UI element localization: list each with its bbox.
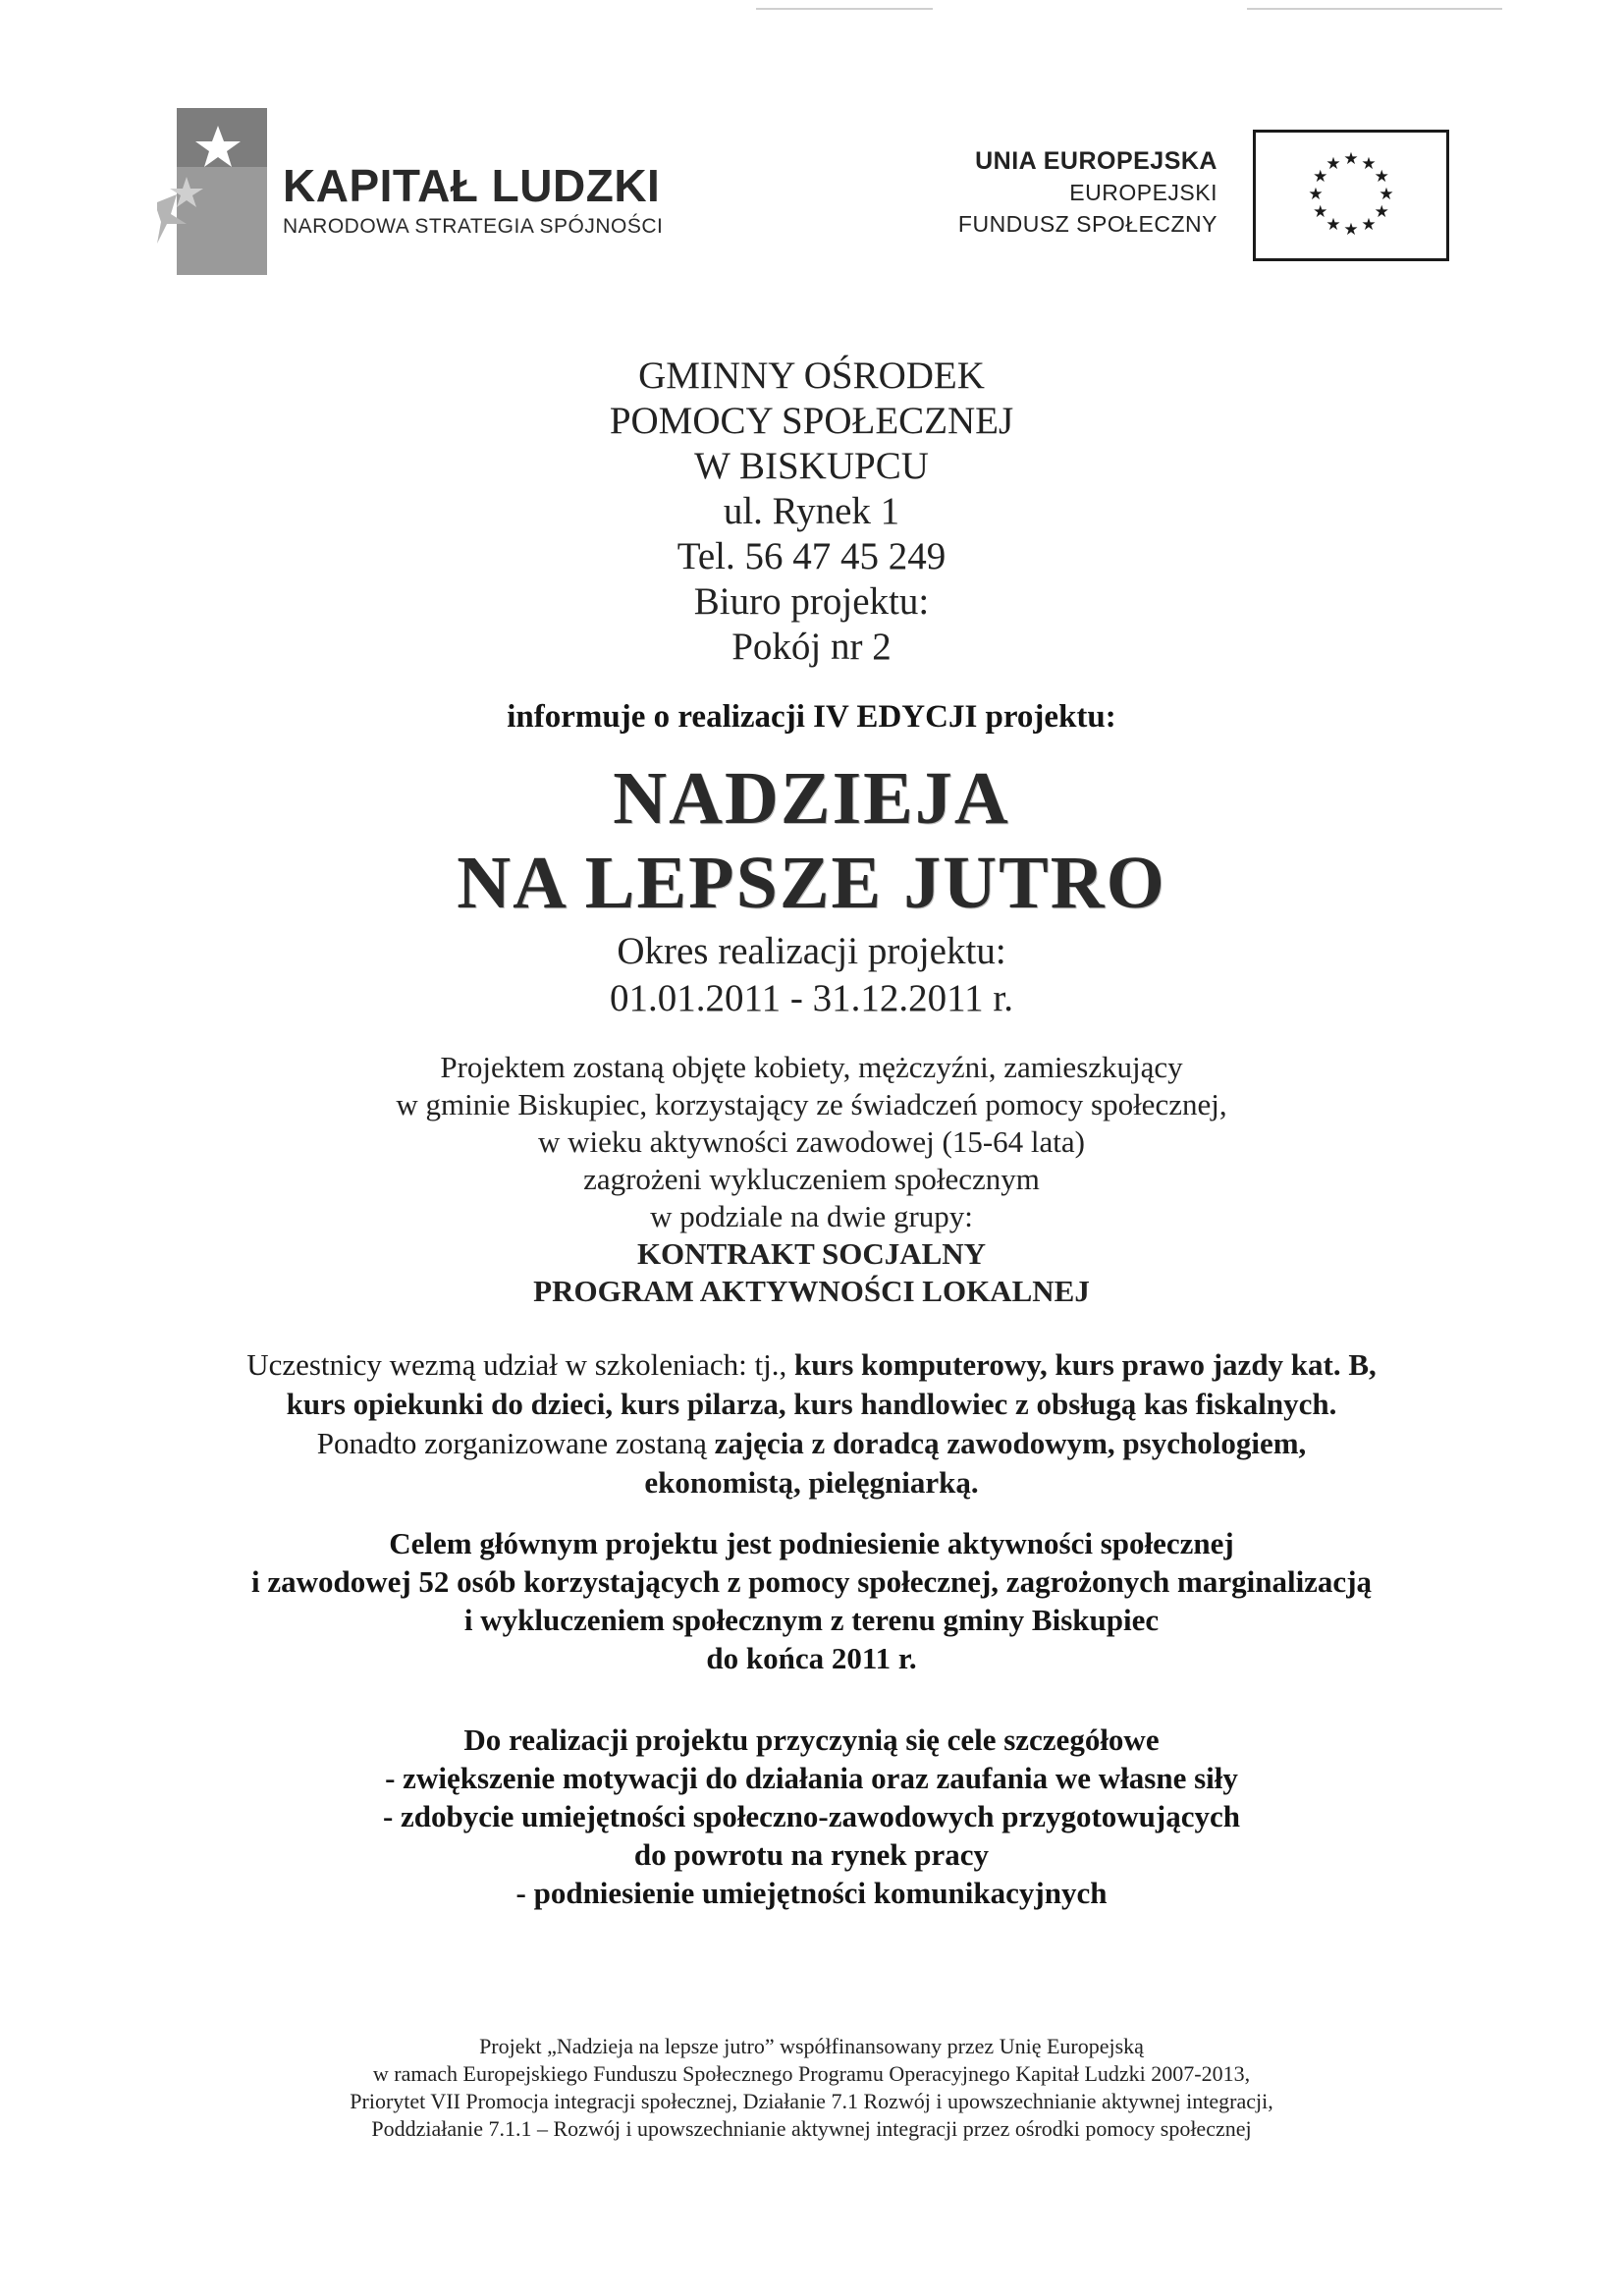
eu-star-icon: ★ (1308, 185, 1324, 203)
inform-line: informuje o realizacji IV EDYCJI projektu: (507, 699, 1116, 735)
eu-star-icon: ★ (1313, 167, 1328, 186)
training-text: Uczestnicy wezmą udział w szkoleniach: tj., (246, 1347, 794, 1382)
main-goal (0, 1524, 1623, 1677)
eu-name: UNIA EUROPEJSKA (975, 147, 1217, 175)
goal-line: i zawodowej 52 osób korzystających z pomocy społecznej, zagrożonych marginalizacją (250, 1564, 1373, 1599)
eu-flag-icon (1253, 130, 1449, 261)
eu-star-icon: ★ (1343, 220, 1359, 239)
goal-line: i wykluczeniem społecznym z terenu gminy Biskupiec (463, 1603, 1160, 1637)
training-advisors: zajęcia z doradcą zawodowym, psychologiem, (714, 1426, 1307, 1460)
eu-star-icon: ★ (1379, 185, 1394, 203)
org-line: ul. Rynek 1 (723, 490, 900, 532)
eu-star-icon: ★ (1361, 215, 1377, 235)
goal-line: Celem głównym projektu jest podniesienie aktywności społecznej (389, 1526, 1234, 1560)
goal-line: do końca 2011 r. (706, 1641, 917, 1675)
org-line: Tel. 56 47 45 249 (676, 535, 947, 577)
kapital-ludzki-title: KAPITAŁ LUDZKI (283, 160, 661, 211)
project-period (0, 928, 1623, 1022)
description-line: w podziale na dwie grupy: (650, 1199, 973, 1233)
period-dates: 01.01.2011 - 31.12.2011 r. (610, 977, 1013, 1019)
org-line: Pokój nr 2 (731, 626, 892, 668)
org-line: W BISKUPCU (694, 445, 929, 487)
training-courses: kurs komputerowy, kurs prawo jazdy kat. B, (793, 1347, 1377, 1382)
specific-goal-line: - zwiększenie motywacji do działania oraz zaufania we własne siły (385, 1761, 1238, 1795)
specific-goals (0, 1721, 1623, 1912)
eu-logo (957, 130, 1502, 267)
organization-address (0, 354, 1623, 670)
eu-star-icon: ★ (1374, 167, 1389, 186)
footer-line: Poddziałanie 7.1.1 – Rozwój i upowszechnianie aktywnej integracji przez ośrodki pomocy społecznej (371, 2116, 1252, 2141)
description-line: Projektem zostaną objęte kobiety, mężczyźni, zamieszkujący (440, 1050, 1183, 1084)
funding-footer (0, 2033, 1623, 2143)
eu-fund-line2: FUNDUSZ SPOŁECZNY (957, 211, 1217, 237)
specific-goal-line: - zdobycie umiejętności społeczno-zawodowych przygotowujących (382, 1799, 1241, 1833)
group-name: PROGRAM AKTYWNOŚCI LOKALNEJ (533, 1274, 1090, 1308)
footer-line: Projekt „Nadzieja na lepsze jutro” współfinansowany przez Unię Europejską (479, 2034, 1144, 2058)
training-courses: kurs opiekunki do dzieci, kurs pilarza, kurs handlowiec z obsługą kas fiskalnych. (286, 1387, 1337, 1421)
period-label: Okres realizacji projektu: (617, 930, 1006, 972)
training-advisors: ekonomistą, pielęgniarką. (644, 1465, 979, 1500)
kapital-ludzki-logo (137, 100, 687, 277)
footer-line: w ramach Europejskiego Funduszu Społecznego Programu Operacyjnego Kapitał Ludzki 2007-2013, (372, 2061, 1251, 2086)
eu-star-icon: ★ (1361, 153, 1377, 173)
footer-line: Priorytet VII Promocja integracji społecznej, Działanie 7.1 Rozwój i upowszechnianie aktywnej integracji, (350, 2089, 1273, 2113)
scan-artifact-line (756, 8, 933, 10)
kapital-ludzki-subtitle: NARODOWA STRATEGIA SPÓJNOŚCI (283, 215, 664, 238)
project-title (0, 756, 1623, 925)
eu-star-icon: ★ (1343, 149, 1359, 168)
description-line: w wieku aktywności zawodowej (15-64 lata) (538, 1124, 1085, 1159)
org-line: GMINNY OŚRODEK (638, 355, 985, 397)
eu-star-icon: ★ (1313, 202, 1328, 221)
specific-goal-line: Do realizacji projektu przyczynią się cele szczegółowe (463, 1722, 1160, 1757)
eu-fund-line1: EUROPEJSKI (1069, 180, 1217, 205)
eu-star-icon: ★ (1374, 202, 1389, 221)
kapital-ludzki-star-emblem-icon (157, 108, 267, 275)
specific-goal-line: do powrotu na rynek pracy (633, 1837, 990, 1872)
group-name: KONTRAKT SOCJALNY (636, 1236, 987, 1271)
description-line: w gminie Biskupiec, korzystający ze świadczeń pomocy społecznej, (396, 1087, 1227, 1121)
specific-goal-line: - podniesienie umiejętności komunikacyjnych (515, 1876, 1108, 1910)
description-line: zagrożeni wykluczeniem społecznym (583, 1162, 1040, 1196)
eu-star-icon: ★ (1325, 153, 1341, 173)
project-title-line: NADZIEJA (613, 757, 1010, 840)
training-text: Ponadto zorganizowane zostaną (316, 1426, 715, 1460)
scan-artifact-line (1247, 8, 1502, 10)
eu-star-icon: ★ (1325, 215, 1341, 235)
org-line: POMOCY SPOŁECZNEJ (609, 400, 1014, 442)
org-line: Biuro projektu: (693, 580, 930, 623)
training-info (0, 1345, 1623, 1503)
project-description (0, 1049, 1623, 1310)
project-title-line: NA LEPSZE JUTRO (457, 842, 1166, 924)
